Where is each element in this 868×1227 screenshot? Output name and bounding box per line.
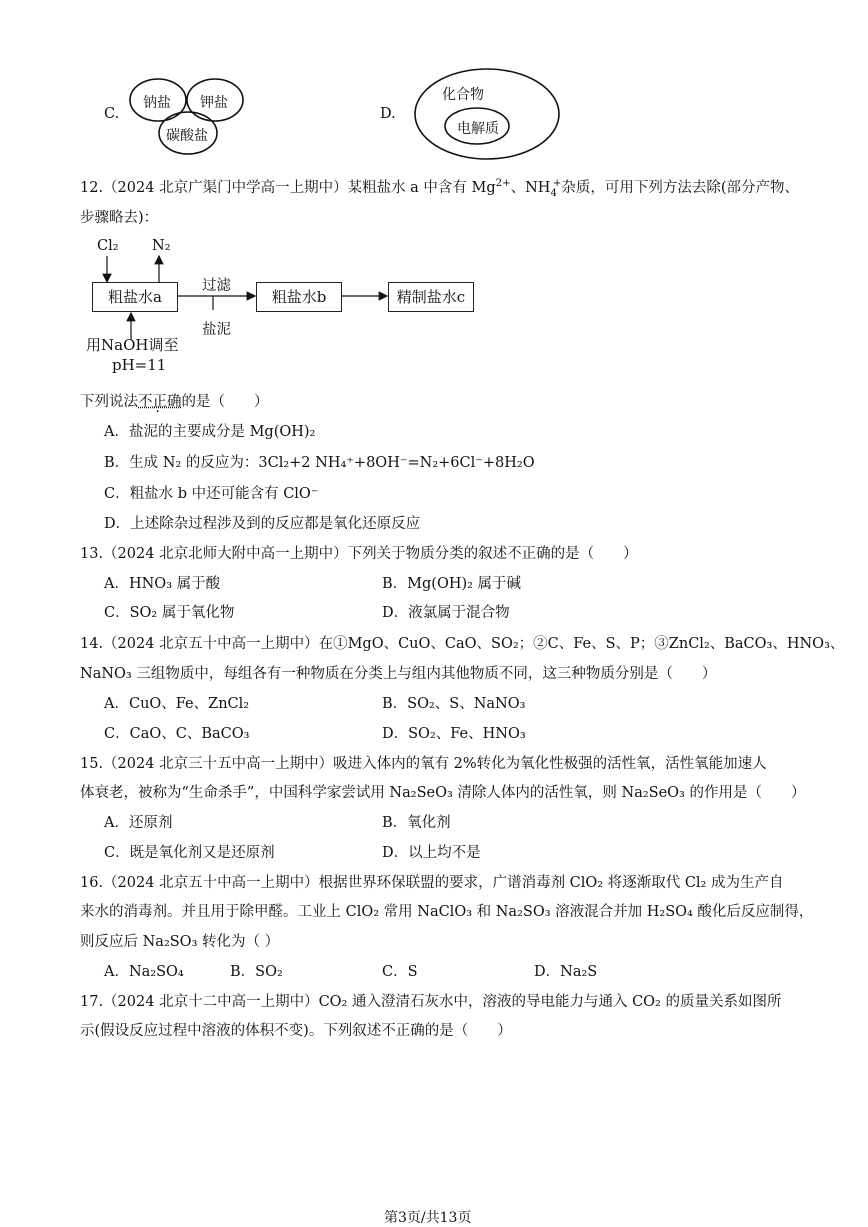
flow-label-salt-mud: 盐泥 <box>202 322 231 338</box>
q15-option-a[interactable]: A．还原剂 <box>104 815 173 831</box>
q12-option-a[interactable]: A．盐泥的主要成分是 Mg(OH)₂ <box>104 424 316 440</box>
q14-stem-line1: 14.（2024 北京五十中高一上期中）在①MgO、CuO、CaO、SO₂；②C、Fe、S、P；③ZnCl₂、BaCO₃、HNO₃、 <box>80 636 845 652</box>
q12-option-b[interactable]: B．生成 N₂ 的反应为：3Cl₂+2 NH₄⁺+8OH⁻=N₂+6Cl⁻+8H₂O <box>104 455 535 471</box>
q13-option-d[interactable]: D．液氯属于混合物 <box>382 605 510 621</box>
option-d-label: D. <box>380 106 396 122</box>
q16-option-c[interactable]: C．S <box>382 964 418 980</box>
q12-option-d[interactable]: D．上述除杂过程涉及到的反应都是氧化还原反应 <box>104 516 421 532</box>
venn-label-sodium-salt: 钠盐 <box>143 95 171 111</box>
venn-label-potassium-salt: 钾盐 <box>200 95 228 111</box>
q16-option-b[interactable]: B．SO₂ <box>230 964 283 980</box>
flow-label-cl2: Cl₂ <box>97 238 119 254</box>
q13-option-a[interactable]: A．HNO₃ 属于酸 <box>104 576 221 592</box>
q14-option-b[interactable]: B．SO₂、S、NaNO₃ <box>382 696 526 712</box>
flow-label-n2: N₂ <box>152 238 171 254</box>
q15-stem-line2: 体衰老，被称为“生命杀手”，中国科学家尝试用 Na₂SeO₃ 清除人体内的活性氧，则 Na₂SeO₃ 的作用是（ ） <box>80 785 806 801</box>
q16-option-a[interactable]: A．Na₂SO₄ <box>104 964 184 980</box>
q14-option-c[interactable]: C．CaO、C、BaCO₃ <box>104 726 250 742</box>
q17-stem-line2: 示(假设反应过程中溶液的体积不变)。下列叙述不正确的是（ ） <box>80 1023 512 1039</box>
flow-label-naoh: 用NaOH调至 <box>86 336 179 354</box>
page-number-footer: 第3页/共13页 <box>384 1210 472 1226</box>
diagram-label-compound: 化合物 <box>442 87 484 103</box>
q12-option-c[interactable]: C．粗盐水 b 中还可能含有 ClO⁻ <box>104 486 319 502</box>
q14-stem-line2: NaNO₃ 三组物质中，每组各有一种物质在分类上与组内其他物质不同，这三种物质分别是（ ） <box>80 666 717 682</box>
q15-option-b[interactable]: B．氧化剂 <box>382 815 451 831</box>
q12-stem-line1: 12.（2024 北京广渠门中学高一上期中）某粗盐水 a 中含有 $Mg^{2+}$、$NH_4^+$杂质，可用下列方法去除(部分产物、 <box>80 178 800 199</box>
q17-stem-line1: 17.（2024 北京十二中高一上期中）CO₂ 通入澄清石灰水中，溶液的导电能力与通入 CO₂ 的质量关系如图所 <box>80 994 782 1010</box>
option-c-label: C. <box>104 106 120 122</box>
q12-stem-line2: 步骤略去)： <box>80 210 159 226</box>
q16-stem-line1: 16.（2024 北京五十中高一上期中）根据世界环保联盟的要求，广谱消毒剂 ClO₂ 将逐渐取代 Cl₂ 成为生产自 <box>80 875 784 891</box>
q16-stem-line3: 则反应后 Na₂SO₃ 转化为（ ） <box>80 934 280 950</box>
flow-box-refined-brine-c: 精制盐水c <box>388 282 474 312</box>
flow-box-crude-brine-a: 粗盐水a <box>92 282 178 312</box>
q13-stem: 13.（2024 北京北师大附中高一上期中）下列关于物质分类的叙述不正确的是（ ） <box>80 546 638 562</box>
option-d-nested-diagram <box>412 66 562 162</box>
q15-option-d[interactable]: D．以上均不是 <box>382 845 481 861</box>
flow-box-crude-brine-b: 粗盐水b <box>256 282 342 312</box>
q12-question: 下列说法不正确的是（ ） <box>80 394 269 410</box>
flow-label-ph: pH=11 <box>112 356 167 374</box>
diagram-label-electrolyte: 电解质 <box>457 121 499 137</box>
option-c-venn-diagram <box>128 78 258 158</box>
q14-option-a[interactable]: A．CuO、Fe、ZnCl₂ <box>104 696 250 712</box>
q14-option-d[interactable]: D．SO₂、Fe、HNO₃ <box>382 726 526 742</box>
q15-option-c[interactable]: C．既是氧化剂又是还原剂 <box>104 845 275 861</box>
q13-option-c[interactable]: C．SO₂ 属于氧化物 <box>104 605 235 621</box>
q13-option-b[interactable]: B．Mg(OH)₂ 属于碱 <box>382 576 522 592</box>
q15-stem-line1: 15.（2024 北京三十五中高一上期中）吸进入体内的氧有 2%转化为氧化性极强的活性氧，活性氧能加速人 <box>80 756 767 772</box>
q16-stem-line2: 来水的消毒剂。并且用于除甲醛。工业上 ClO₂ 常用 NaClO₃ 和 Na₂SO₃ 溶液混合并加 H₂SO₄ 酸化后反应制得， <box>80 904 814 920</box>
venn-label-carbonate: 碳酸盐 <box>166 128 208 144</box>
q16-option-d[interactable]: D．Na₂S <box>534 964 598 980</box>
flow-label-filter: 过滤 <box>202 278 231 294</box>
